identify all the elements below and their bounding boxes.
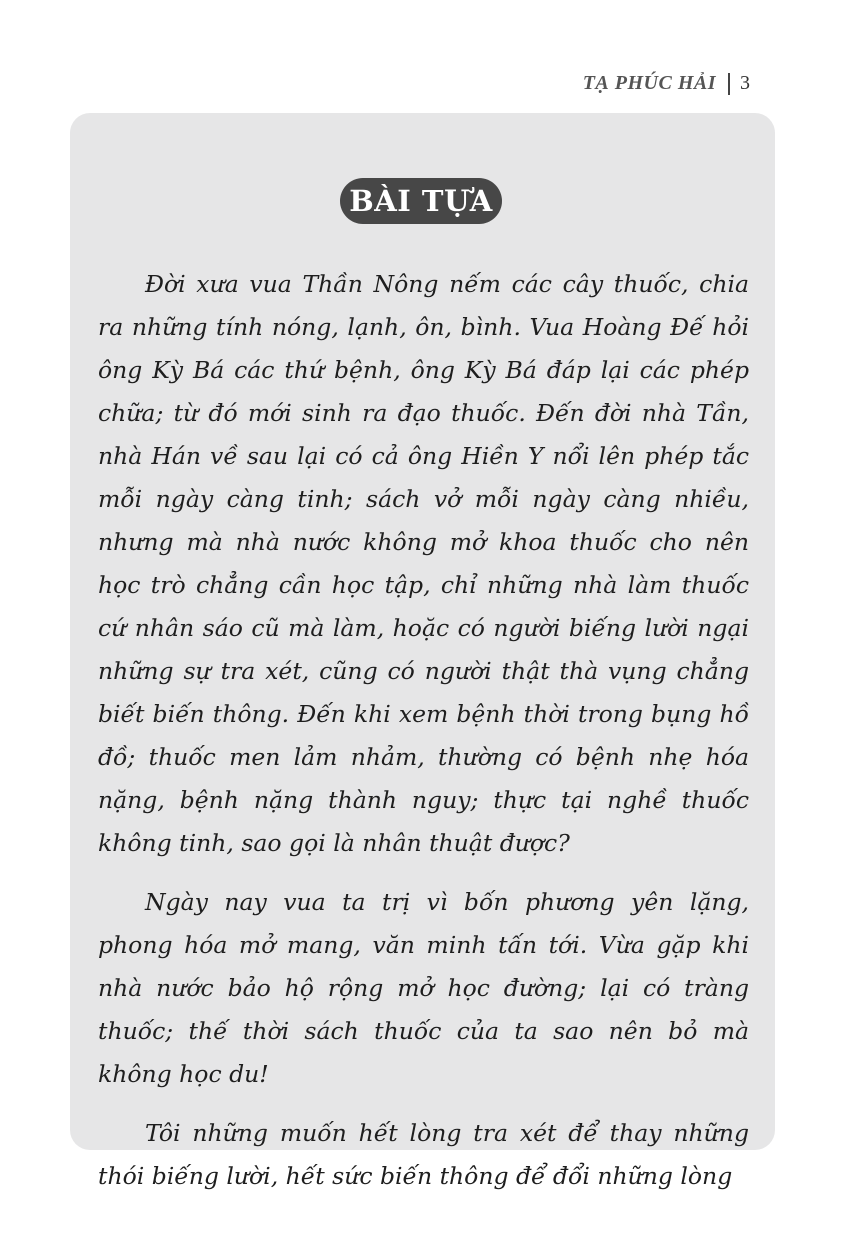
paragraph-3: Tôi những muốn hết lòng tra xét để thay những thói biếng lười, hết sức biến thông để đổi những lòng xyxy=(98,1119,749,1190)
author-name: TẠ PHÚC HẢI xyxy=(582,72,716,94)
paragraph-1: Đời xưa vua Thần Nông nếm các cây thuốc, chia ra những tính nóng, lạnh, ôn, bình. Vua Hoàng Đế hỏi ông Kỳ Bá các thứ bệnh, ông Kỳ Bá đáp lại các phép chữa; từ đó mới sinh ra đạo thuốc. Đến đời nhà Tần, nhà Hán về sau lại có cả ông Hiền Y nổi lên phép tắc mỗi ngày càng tinh; sách vở mỗi ngày càng nhiều, nhưng mà nhà nước không mở khoa thuốc cho nên học trò chẳng cần học tập, chỉ những nhà làm thuốc cứ nhân sáo cũ mà làm, hoặc có người biếng lười ngại những sự tra xét, cũng có người thật thà vụng chẳng biết biến thông. Đến khi xem bệnh thời trong bụng hồ đồ; thuốc men lảm nhảm, thường có bệnh nhẹ hóa nặng, bệnh nặng thành nguy; thực tại nghề thuốc không tinh, sao gọi là nhân thuật được? xyxy=(98,270,749,857)
header-divider xyxy=(728,73,730,95)
page-number: 3 xyxy=(740,72,750,94)
body-text xyxy=(98,263,749,1214)
paragraph-2: Ngày nay vua ta trị vì bốn phương yên lặng, phong hóa mở mang, văn minh tấn tới. Vừa gặp khi nhà nước bảo hộ rộng mở học đường; lại có tràng thuốc; thế thời sách thuốc của ta sao nên bỏ mà không học du! xyxy=(98,888,749,1088)
running-header xyxy=(583,72,750,95)
content-panel xyxy=(70,113,775,1190)
section-title: BÀI TỰA xyxy=(340,178,502,224)
